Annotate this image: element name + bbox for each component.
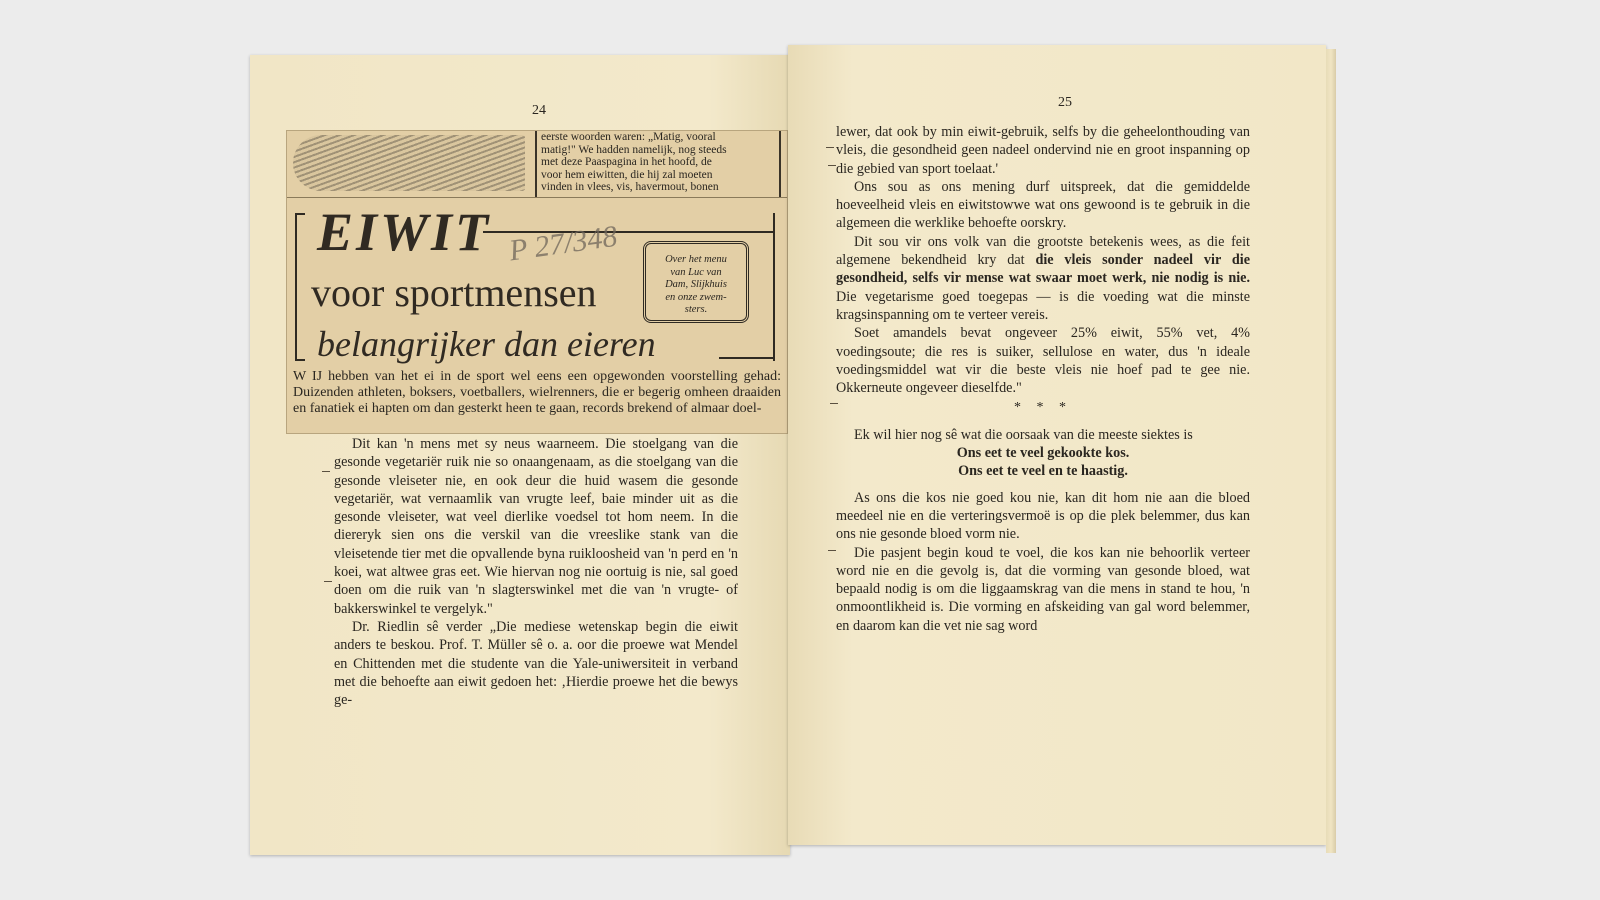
right-page-text xyxy=(836,123,1250,635)
paragraph: Soet amandels bevat ongeveer 25% eiwit, 55% vet, 4% voedingsoute; die res is suiker, sellulose en water, dus 'n ideale voedingsmiddel wat vir die beste vleis nie hoef pad te gee nie. Okkerneute ongeveer dieselfde." xyxy=(836,325,1250,397)
paragraph: As ons die kos nie goed kou nie, kan dit hom nie aan die bloed meedeel nie en die verteringsvermoë is op die plek belemmer, dus kan ons nie gesonde bloed vorm nie. xyxy=(836,489,1250,543)
page-edges xyxy=(1326,49,1336,853)
bold-line: Ons eet te veel gekookte kos. xyxy=(956,445,1130,462)
menu-info-box xyxy=(643,241,749,323)
box-line: Over het menu xyxy=(665,254,727,265)
clipping-photo-fragment xyxy=(293,135,525,191)
paragraph-bold-text: die vleis sonder nadeel vir die gesondheid, selfs vir mense wat swaar moet werk, nie nodig is nie. xyxy=(836,252,1250,287)
handwritten-annotation: P 27/348 xyxy=(507,219,620,268)
paragraph-text: Dit sou vir ons volk van die grootste betekenis wees, as die feit algemene bekendheid kry dat xyxy=(836,233,1250,269)
right-page xyxy=(788,45,1326,845)
newspaper-clipping xyxy=(286,130,788,434)
clipping-top-strip xyxy=(287,131,787,198)
box-line: van Luc van xyxy=(670,266,722,278)
section-divider-stars: * * * xyxy=(1014,400,1072,416)
paragraph-text: Die vegetarisme goed toegepas — is die voeding wat die minste kragsinspanning om te verteer vereis. xyxy=(836,288,1250,323)
clipping-top-line: eerste woorden waren: „Matig, vooral xyxy=(541,131,716,143)
paragraph xyxy=(836,233,1250,324)
clipping-top-line: voor hem eiwitten, die hij zal moeten xyxy=(541,168,713,181)
paragraph: Dit kan 'n mens met sy neus waarneem. Die stoelgang van die gesonde vegetariër ruik nie so onaangenaam, as die stoelgang van die gesonde vleiseter nie, en ook deur die huid wasem die gesonde vegetariër, wat vernaamlik van vrugte leef, baie minder uit as die gesonde vleiseter, wat veel dierlike voedsel tot hom neem. In die diereryk sien ons die verskil van die vreeslike stank van die vleisetende tier met die opvallende byna ruikloosheid van 'n perd en 'n koei, wat altwee gras eet. Wie hiervan nog nie oortuig is nie, sal goed doen om die ruik van 'n slagterswinkel met die van 'n vrugte- of bakkerswinkel te vergelyk." xyxy=(334,436,738,617)
paragraph: lewer, dat ook by min eiwit-gebruik, selfs by die geheelonthouding van vleis, die gesondheid geen nadeel ondervind nie en groot inspanning op die gebied van sport toelaat.' xyxy=(836,124,1250,177)
paragraph: Ons sou as ons mening durf uitspreek, dat die gemiddelde hoeveelheid vleis en eiwitstowwe wat ons gewoond is te gebruik in die algemeen die werklike behoefte oorskry. xyxy=(836,178,1250,232)
clipping-top-line: met deze Paaspagina in het hoofd, de xyxy=(541,156,712,168)
headline-sportmensen: voor sportmensen xyxy=(311,270,597,315)
clipping-body-text: W IJ hebben van het ei in de sport wel eens een opgewonden voorstelling gehad: Duizenden athleten, boksers, voetballers, wielrenners, die er begerig omheen draaiden en fanatiek ei hapten om dan gesterkt heen te gaan, records brekend of almaar doel- xyxy=(293,369,781,416)
clipping-top-text xyxy=(535,131,781,197)
open-book xyxy=(250,45,1350,857)
paragraph: Die pasjent begin koud te voel, die kos kan nie behoorlik verteer word nie en die gevolg is, dat die vorming van gesonde bloed, wat bepaald nodig is om die liggaamskrag van die mens in stand te hou, 'n onmoontlikheid is. Die vorming en afskeiding van gal word belemmer, en daarom kan die vet nie sag word xyxy=(836,544,1250,634)
bold-line: Ons eet te veel en te haastig. xyxy=(958,463,1128,480)
box-line: sters. xyxy=(684,304,708,315)
clipping-top-line: matig!" We hadden namelijk, nog steeds xyxy=(541,143,727,156)
headline-belangrijker: belangrijker dan eieren xyxy=(317,324,656,364)
box-line: Dam, Slijkhuis xyxy=(665,279,727,290)
headline-eiwit: EIWIT xyxy=(317,202,492,262)
paragraph: Dr. Riedlin sê verder „Die mediese wetenskap begin die eiwit anders te beskou. Prof. T. Müller sê o. a. oor die proewe wat Mendel en Chittenden met die studente van die Yale-uniwersiteit in verband met die behoefte aan eiwit gedoen het: ‚Hierdie proewe het die bewys ge- xyxy=(334,618,738,709)
paragraph: Ek wil hier nog sê wat die oorsaak van die meeste siektes is xyxy=(854,426,1193,443)
box-line: en onze zwem- xyxy=(665,291,727,303)
clipping-top-line: vinden in vlees, vis, havermout, bonen xyxy=(541,181,719,193)
page-number-right: 25 xyxy=(1058,95,1072,110)
left-page-text xyxy=(334,435,738,709)
left-page xyxy=(250,55,790,855)
page-number-left: 24 xyxy=(532,103,546,118)
